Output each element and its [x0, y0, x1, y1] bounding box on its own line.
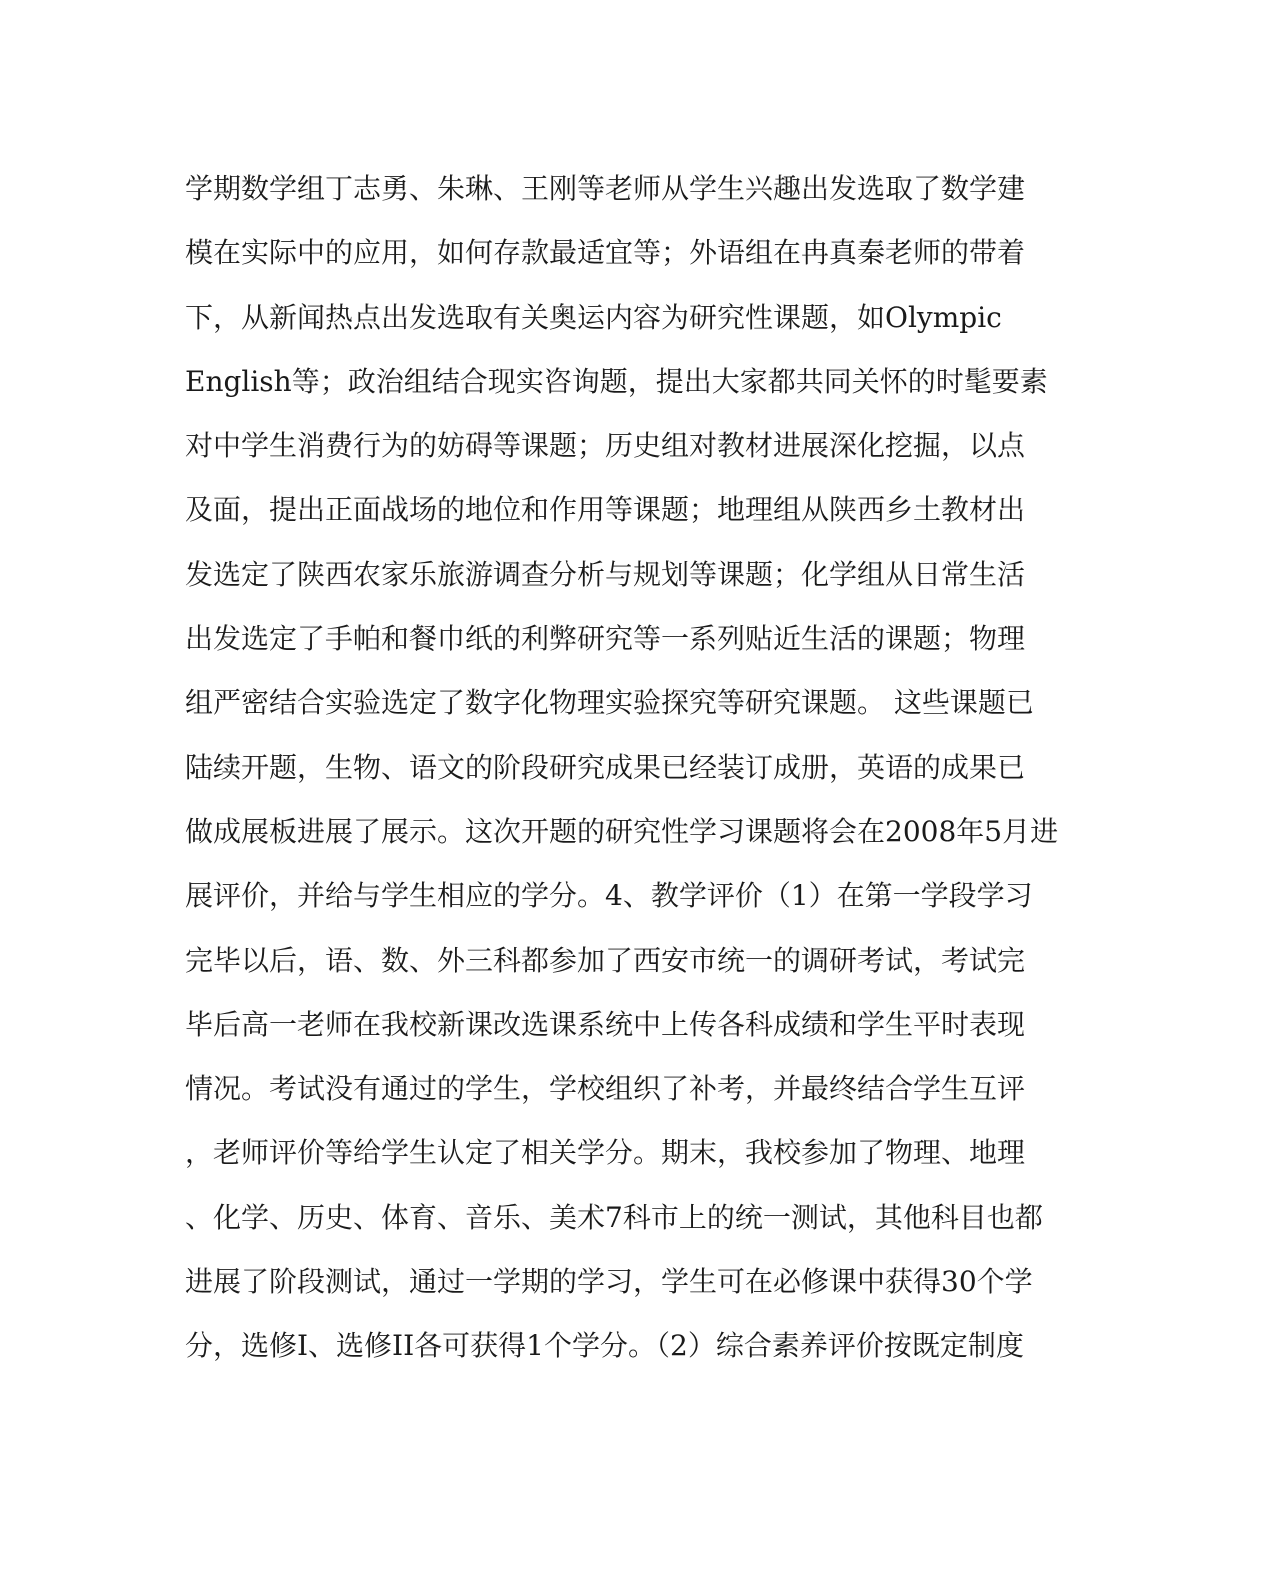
text-line: 发选定了陕西农家乐旅游调查分析与规划等课题；化学组从日常生活	[185, 557, 1026, 591]
text-line: 下，从新闻热点出发选取有关奥运内容为研究性课题，如Olympic	[185, 300, 1002, 334]
text-line: 模在实际中的应用，如何存款最适宜等；外语组在冉真秦老师的带着	[185, 236, 1026, 270]
text-line: 进展了阶段测试，通过一学期的学习，学生可在必修课中获得30个学	[185, 1265, 1033, 1299]
text-line: 陆续开题，生物、语文的阶段研究成果已经装订成册，英语的成果已	[185, 750, 1026, 784]
text-line: 完毕以后，语、数、外三科都参加了西安市统一的调研考试，考试完	[185, 943, 1026, 977]
text-line: 对中学生消费行为的妨碍等课题；历史组对教材进展深化挖掘，以点	[185, 429, 1026, 463]
text-line: 做成展板进展了展示。这次开题的研究性学习课题将会在2008年5月进	[185, 814, 1059, 848]
text-line: 展评价，并给与学生相应的学分。4、教学评价（1）在第一学段学习	[185, 879, 1033, 913]
text-line: 出发选定了手帕和餐巾纸的利弊研究等一系列贴近生活的课题；物理	[185, 622, 1026, 656]
text-line: 及面，提出正面战场的地位和作用等课题；地理组从陕西乡土教材出	[185, 493, 1026, 527]
text-line: 分，选修I、选修II各可获得1个学分。（2）综合素养评价按既定制度	[185, 1329, 1024, 1363]
text-line: English等；政治组结合现实咨询题，提出大家都共同关怀的时髦要素	[185, 364, 1048, 398]
text-line: 学期数学组丁志勇、朱琳、王刚等老师从学生兴趣出发选取了数学建	[185, 172, 1026, 205]
text-line: 组严密结合实验选定了数字化物理实验探究等研究课题。 这些课题已	[185, 686, 1034, 720]
text-line: 情况。考试没有通过的学生，学校组织了补考，并最终结合学生互评	[185, 1072, 1026, 1106]
text-line: 毕后高一老师在我校新课改选课系统中上传各科成绩和学生平时表现	[185, 1007, 1026, 1041]
body-paragraph	[185, 157, 1065, 1379]
text-line: 、化学、历史、体育、音乐、美术7科市上的统一测试，其他科目也都	[185, 1200, 1043, 1234]
text-line: ，老师评价等给学生认定了相关学分。期末，我校参加了物理、地理	[185, 1136, 1026, 1170]
